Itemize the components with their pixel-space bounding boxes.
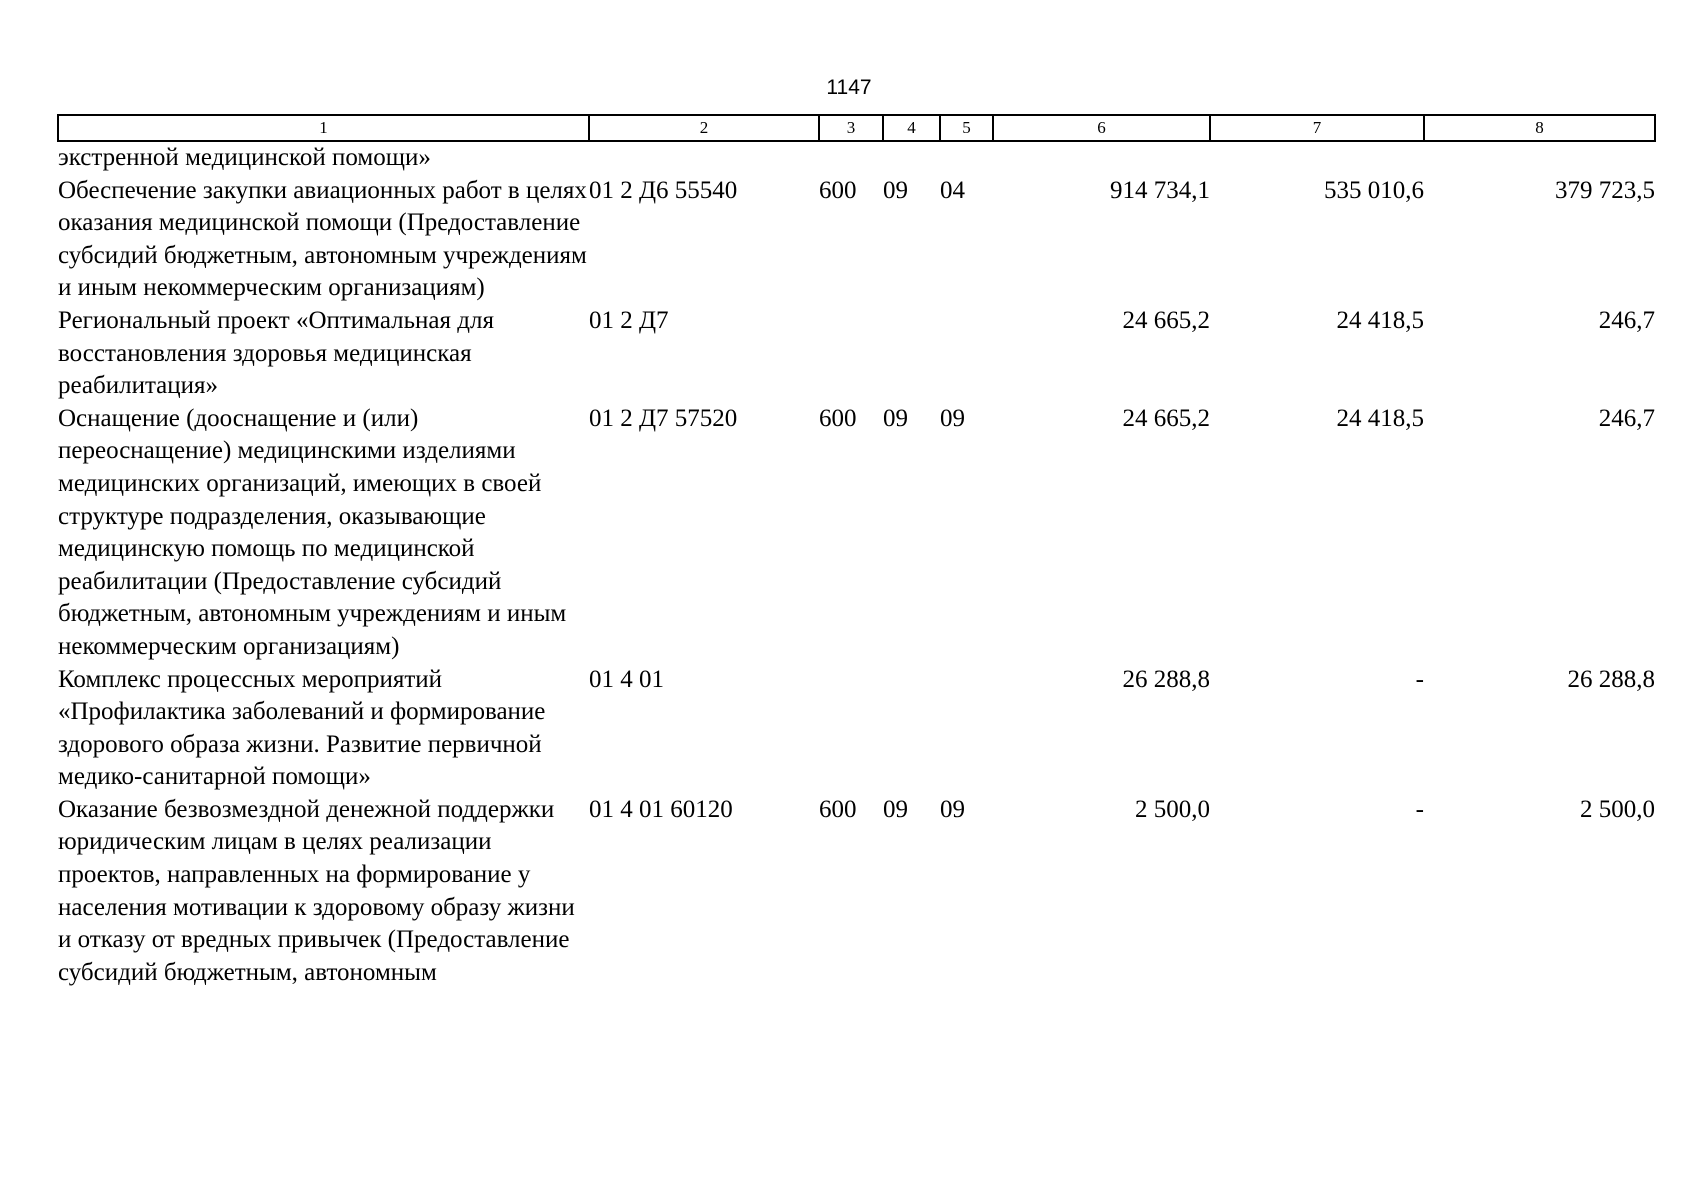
column-number: 6	[993, 115, 1210, 141]
column-number: 2	[589, 115, 819, 141]
row-expense-type	[819, 305, 883, 403]
table-row	[58, 305, 1655, 403]
row-total: 24 665,2	[1122, 404, 1210, 432]
table-row	[58, 794, 1655, 990]
row-subsection: 04	[940, 176, 965, 204]
row-regional: 246,7	[1598, 404, 1655, 432]
row-target-code: 01 2 Д6 55540	[589, 176, 738, 204]
row-name: экстренной медицинской помощи»	[58, 144, 431, 171]
row-expense-type	[819, 141, 883, 175]
row-regional: 246,7	[1598, 306, 1655, 334]
row-federal: 535 010,6	[1324, 176, 1424, 204]
column-number: 8	[1424, 115, 1655, 141]
row-name: Оказание безвозмездной денежной поддержки юридическим лицам в целях реализации проектов, направленных на формирование у населения мотивации к здоровому образу жизни и отказу от вредных привычек (Предоставление субсидий бюджетным, автономным	[58, 795, 575, 986]
column-number: 5	[940, 115, 993, 141]
row-subsection: 09	[940, 404, 965, 432]
column-number-row	[58, 115, 1655, 141]
row-target-code: 01 2 Д7 57520	[589, 404, 738, 432]
column-number: 1	[58, 115, 589, 141]
row-regional: 26 288,8	[1567, 665, 1655, 693]
row-regional: 2 500,0	[1580, 795, 1655, 823]
table-row	[58, 664, 1655, 794]
row-federal: 24 418,5	[1336, 404, 1424, 432]
row-subsection	[940, 664, 993, 794]
row-name: Комплекс процессных мероприятий «Профилактика заболеваний и формирование здорового образа жизни. Развитие первичной медико-санитарной помощи»	[58, 665, 546, 791]
row-subsection: 09	[940, 795, 965, 823]
row-expense-type: 600	[819, 404, 857, 432]
row-name: Оснащение (дооснащение и (или) переоснащение) медицинскими изделиями медицинских организаций, имеющих в своей структуре подразделения, оказывающие медицинскую помощь по медицинской реабилитации (Предоставление субсидий бюджетным, автономным учреждениям и иным некоммерческим организациям)	[58, 404, 567, 660]
column-number: 4	[883, 115, 940, 141]
row-total: 2 500,0	[1135, 795, 1210, 823]
row-target-code: 01 4 01	[589, 665, 664, 693]
row-federal: 24 418,5	[1336, 306, 1424, 334]
table-row	[58, 403, 1655, 664]
row-regional: 379 723,5	[1555, 176, 1655, 204]
row-section: 09	[883, 404, 908, 432]
row-section	[883, 664, 940, 794]
row-expense-type: 600	[819, 795, 857, 823]
table-row	[58, 141, 1655, 175]
budget-table	[57, 114, 1656, 989]
row-name: Обеспечение закупки авиационных работ в целях оказания медицинской помощи (Предоставление субсидий бюджетным, автономным учреждениям и иным некоммерческим организациям)	[58, 176, 587, 302]
row-name: Региональный проект «Оптимальная для восстановления здоровья медицинская реабилитация»	[58, 306, 494, 400]
row-expense-type	[819, 664, 883, 794]
row-total: 24 665,2	[1122, 306, 1210, 334]
row-federal: -	[1415, 795, 1424, 823]
row-total: 914 734,1	[1110, 176, 1210, 204]
table-row	[58, 175, 1655, 305]
row-section: 09	[883, 176, 908, 204]
row-section	[883, 305, 940, 403]
row-total	[993, 141, 1210, 175]
row-total: 26 288,8	[1122, 665, 1210, 693]
row-subsection	[940, 141, 993, 175]
page-number: 1147	[826, 76, 872, 99]
row-target-code	[589, 141, 819, 175]
row-section: 09	[883, 795, 908, 823]
row-target-code: 01 2 Д7	[589, 306, 669, 334]
row-regional	[1424, 141, 1655, 175]
row-expense-type: 600	[819, 176, 857, 204]
column-number: 3	[819, 115, 883, 141]
row-target-code: 01 4 01 60120	[589, 795, 733, 823]
row-federal: -	[1415, 665, 1424, 693]
row-section	[883, 141, 940, 175]
row-subsection	[940, 305, 993, 403]
column-number: 7	[1210, 115, 1424, 141]
row-federal	[1210, 141, 1424, 175]
